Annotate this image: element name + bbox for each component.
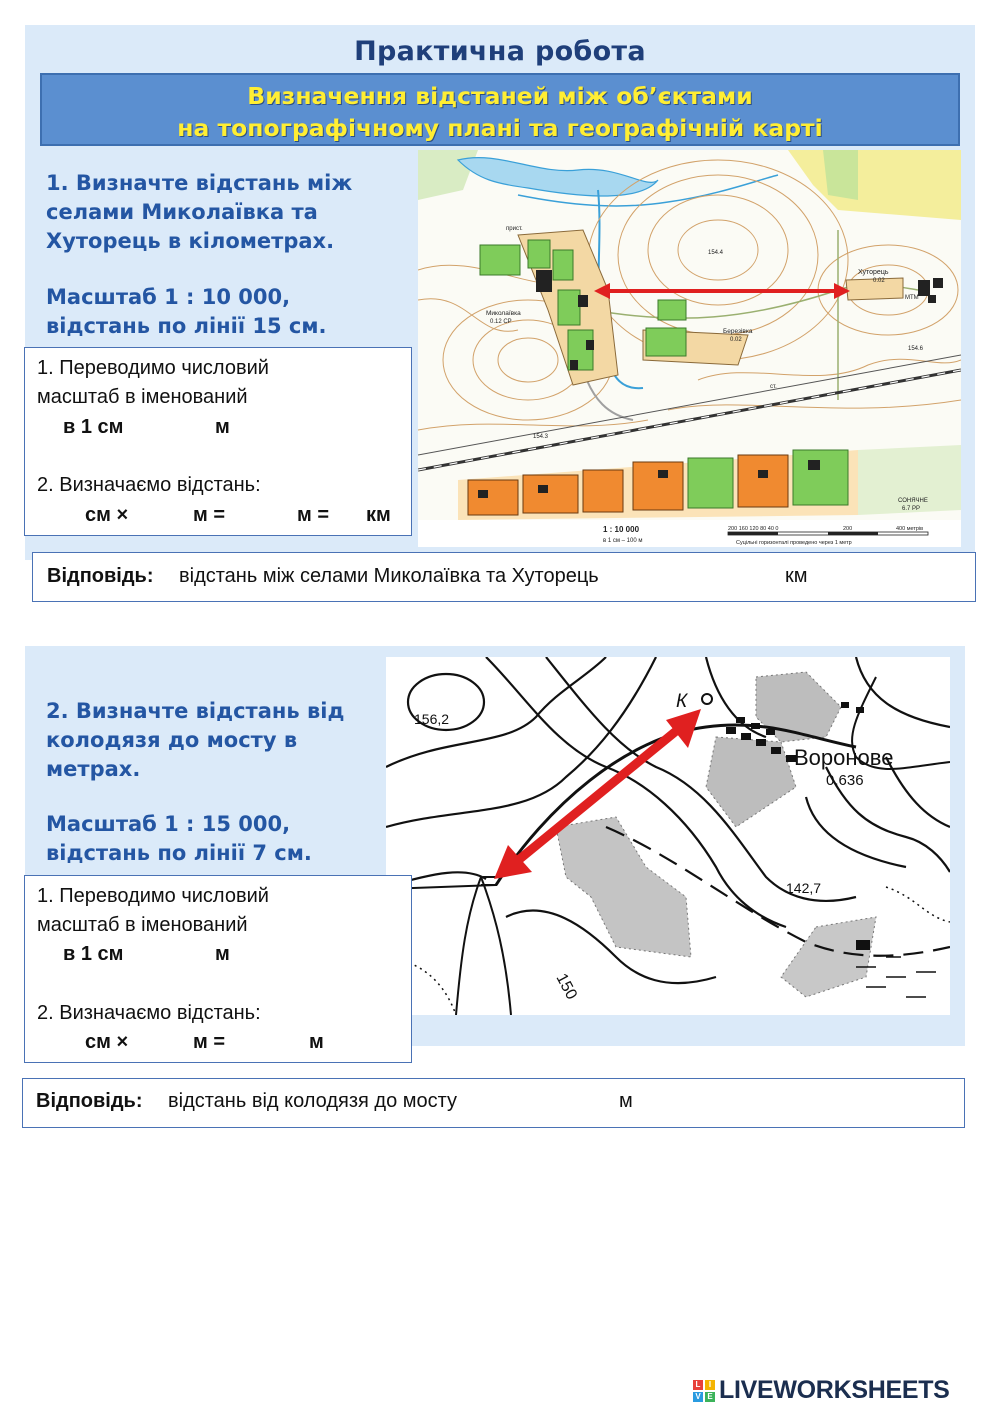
topic-banner — [40, 73, 960, 146]
task1-answer-text: відстань між селами Миколаївка та Хуторець — [179, 565, 599, 587]
logo-letter-i: I — [705, 1380, 715, 1390]
task1-s2: відстань по лінії 15 см. — [46, 314, 327, 338]
label-height-142: 142,7 — [786, 880, 822, 896]
task2-q2: колодязя до мосту в — [46, 728, 298, 752]
task1-answer-unit: км — [785, 565, 808, 587]
task2-s1: Масштаб 1 : 15 000, — [46, 812, 291, 836]
label-khutorets: Хуторець — [858, 269, 889, 276]
label-mtm: МТМ — [905, 295, 919, 301]
task2-scale — [46, 810, 312, 868]
scale-named: в 1 см – 100 м — [603, 538, 643, 544]
label-khutorets-code: 0.02 — [873, 278, 885, 284]
task1-step1c-a: в 1 см — [63, 416, 124, 438]
task2-s2: відстань по лінії 7 см. — [46, 841, 312, 865]
label-well: К — [676, 691, 688, 712]
task1-scale — [46, 283, 327, 341]
well-icon — [702, 694, 712, 704]
task2-question — [46, 697, 344, 784]
page-title: Практична робота — [354, 36, 646, 67]
task1-q1: 1. Визначте відстань між — [46, 171, 353, 195]
task1-step2: 2. Визначаємо відстань: — [37, 474, 261, 496]
task1-calc-m1: м = — [193, 504, 226, 526]
task1-q2: селами Миколаївка та — [46, 200, 318, 224]
scale-tick-400: 400 метрів — [896, 526, 924, 532]
scale-ticks-left: 200 160 120 80 40 0 — [728, 526, 779, 532]
logo-mark — [693, 1380, 715, 1402]
task1-calc-m2: м = — [297, 504, 330, 526]
task2-q1: 2. Визначте відстань від — [46, 699, 345, 723]
logo-text: LIVEWORKSHEETS — [719, 1376, 950, 1404]
label-berezivka-code: 0.02 — [730, 337, 742, 343]
task1-answer-box — [32, 552, 976, 602]
label-berezivka: Березівка — [723, 328, 753, 335]
geographic-map-svg — [386, 657, 950, 1015]
task1-question — [46, 169, 352, 256]
task1-answer-label: Відповідь: — [47, 565, 154, 587]
banner-line1: Визначення відстаней між об’єктами — [247, 82, 753, 110]
task2-step1b: масштаб в іменований — [37, 914, 248, 936]
topographic-plan-map — [418, 150, 961, 547]
label-station: ст. — [770, 384, 777, 390]
topographic-plan-svg — [418, 150, 961, 547]
task2-answer-box — [22, 1078, 965, 1128]
contour-note: Суцільні горизонталі проведено через 1 метр — [736, 540, 852, 546]
label-height2: 154.6 — [908, 346, 924, 352]
task2-answer-unit: м — [619, 1090, 633, 1112]
task2-step1c-a: в 1 см — [63, 943, 124, 965]
task2-calc-m1: м = — [193, 1031, 226, 1053]
task2-step1a: 1. Переводимо числовий — [37, 885, 269, 907]
label-voronove-code: 0,636 — [826, 772, 864, 789]
logo-letter-e: E — [705, 1392, 715, 1402]
task2-step1c-b: м — [215, 943, 230, 965]
label-mykolaivka: Миколаївка — [486, 310, 521, 317]
task1-calc-km: км — [366, 504, 391, 526]
label-height1: 154.4 — [708, 250, 724, 256]
banner-line2: на топографічному плані та географічній карті — [177, 114, 823, 142]
label-height-156: 156,2 — [414, 711, 450, 727]
task1-step1c-b: м — [215, 416, 230, 438]
task2-calc-cm: см × — [85, 1031, 129, 1053]
map-scale — [418, 520, 961, 547]
task1-calc-cm: см × — [85, 504, 129, 526]
label-voronove: Воронове — [794, 745, 894, 770]
task2-work-box — [24, 875, 412, 1063]
logo-letter-v: V — [693, 1392, 703, 1402]
scale-tick-200: 200 — [843, 526, 853, 532]
task2-answer-text: відстань від колодязя до мосту — [168, 1090, 458, 1112]
task1-s1: Масштаб 1 : 10 000, — [46, 285, 291, 309]
geographic-map — [386, 657, 950, 1015]
logo-letter-l: L — [693, 1380, 703, 1390]
task2-step2: 2. Визначаємо відстань: — [37, 1002, 261, 1024]
label-pristan: прист. — [506, 226, 523, 232]
scale-ratio: 1 : 10 000 — [603, 525, 640, 534]
task1-step1a: 1. Переводимо числовий — [37, 357, 269, 379]
task1-step1b: масштаб в іменований — [37, 386, 248, 408]
task1-work-box — [24, 347, 412, 536]
liveworksheets-logo — [693, 1376, 993, 1406]
task2-q3: метрах. — [46, 757, 141, 781]
task2-answer-label: Відповідь: — [36, 1090, 143, 1112]
task2-calc-m2: м — [309, 1031, 324, 1053]
label-sonyachne-code: 6.7 РР — [902, 506, 921, 512]
label-sonyachne: СОНЯЧНЕ — [898, 498, 928, 504]
task1-q3: Хуторець в кілометрах. — [46, 229, 335, 253]
label-contour-150: 150 — [552, 970, 581, 1003]
label-mykolaivka-code: 0.12 СР — [490, 319, 512, 325]
label-height3: 154.3 — [533, 434, 549, 440]
